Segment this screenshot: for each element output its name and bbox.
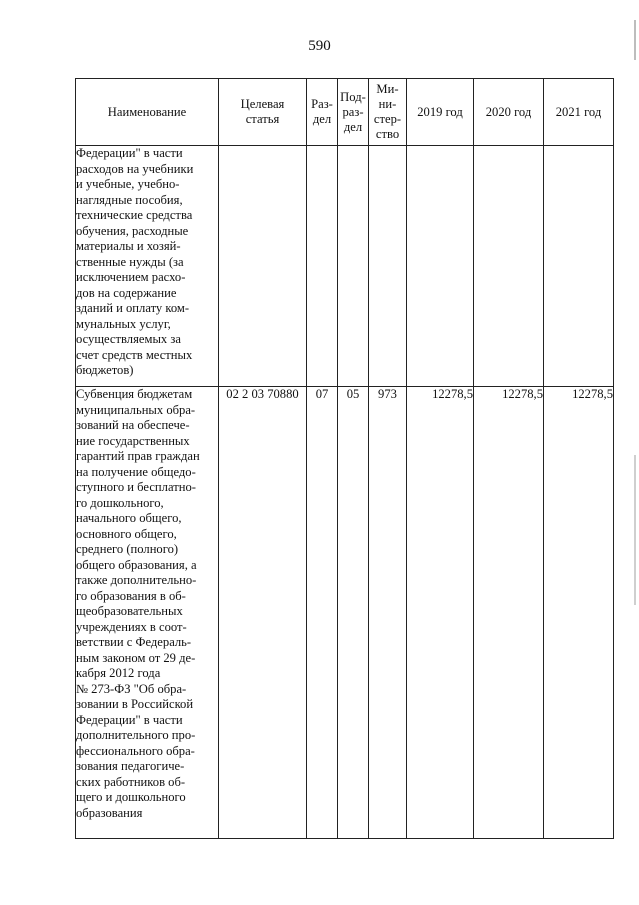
scan-edge-mark [634,20,636,60]
name-line: ние государственных [76,433,190,448]
name-line: общего образования, а [76,557,197,572]
subsection-cell: 05 [338,387,369,839]
name-line: мунальных услуг, [76,316,171,331]
name-line: учреждениях в соот- [76,619,187,634]
name-line: и учебные, учебно- [76,177,180,191]
header-name: Наименование [76,79,219,146]
header-ministry-line: ство [375,127,400,141]
ministry-cell: 973 [369,387,407,839]
name-line: ным законом от 29 де- [76,650,196,665]
header-section [307,79,338,146]
header-target-line: Целевая [240,97,285,111]
name-line: ских работников об- [76,774,186,789]
header-subsection-line: Под- [340,89,366,104]
target-article-cell: 02 2 03 70880 [219,387,307,839]
name-line: щеобразовательных [76,604,183,618]
section-cell [307,146,338,387]
name-line: зданий и оплату ком- [76,301,190,315]
header-subsection-line: дел [343,119,363,134]
section-cell: 07 [307,387,338,839]
name-line: обучения, расходные [76,223,189,238]
name-line: дополнительного про- [76,728,196,742]
name-line: материалы и хозяй- [76,239,181,253]
row-name-cell [76,146,219,387]
amount-2020-cell [474,146,544,387]
page-number: 590 [308,38,331,54]
name-line: Федерации" в части [76,146,183,160]
name-line: бюджетов) [76,363,134,377]
name-line: основного общего, [76,526,177,541]
header-section-line: Раз- [311,97,333,111]
amount-2021-cell [544,146,614,387]
header-ministry-line: ни- [378,97,397,111]
name-line: муниципальных обра- [76,402,196,417]
name-line: гарантий прав граждан [76,449,200,463]
header-ministry-line: Ми- [376,82,399,96]
subsection-cell [338,146,369,387]
name-line: дов на содержание [76,285,177,300]
ministry-cell [369,146,407,387]
name-line: го образования в об- [76,588,186,603]
name-line: № 273-ФЗ "Об обра- [76,681,187,696]
name-line: Субвенция бюджетам [76,387,193,401]
row-name-cell [76,387,219,839]
name-line: на получение общедо- [76,464,196,479]
name-line: осуществляемых за [76,332,181,346]
header-ministry [369,79,407,146]
amount-2020-cell: 12278,5 [474,387,544,839]
budget-table [75,78,614,839]
name-line: наглядные пособия, [76,192,183,207]
target-article-cell [219,146,307,387]
header-year-2019: 2019 год [407,79,474,146]
name-line: ственные нужды (за [76,254,184,269]
header-subsection-line: раз- [342,104,364,119]
name-line: среднего (полного) [76,542,179,556]
name-line: исключением расхо- [76,270,186,284]
name-line: технические средства [76,208,193,222]
name-line: ветствии с Федераль- [76,635,192,649]
amount-2021-cell: 12278,5 [544,387,614,839]
header-subsection [338,79,369,146]
name-line: го дошкольного, [76,495,164,510]
header-year-2021: 2021 год [544,79,614,146]
name-line: фессионального обра- [76,743,195,758]
header-target-article [219,79,307,146]
header-ministry-line: стер- [373,112,402,126]
table-row [76,146,614,387]
header-section-line: дел [312,112,332,126]
header-target-line: статья [245,112,280,126]
name-line: начального общего, [76,511,182,525]
name-line: щего и дошкольного [76,790,186,804]
name-line: зований на обеспече- [76,418,190,432]
name-line: ступного и бесплатно- [76,480,196,494]
name-line: расходов на учебники [76,161,194,176]
table-row [76,387,614,839]
table-header-row [76,79,614,146]
name-line: также дополнительно- [76,573,197,587]
name-line: образования [76,805,143,820]
scan-edge-mark [634,455,636,605]
header-year-2020: 2020 год [474,79,544,146]
amount-2019-cell [407,146,474,387]
name-line: кабря 2012 года [76,666,161,680]
name-line: Федерации" в части [76,712,183,727]
name-line: счет средств местных [76,347,193,362]
name-line: зования педагогиче- [76,759,185,773]
name-line: зовании в Российской [76,697,194,711]
amount-2019-cell: 12278,5 [407,387,474,839]
